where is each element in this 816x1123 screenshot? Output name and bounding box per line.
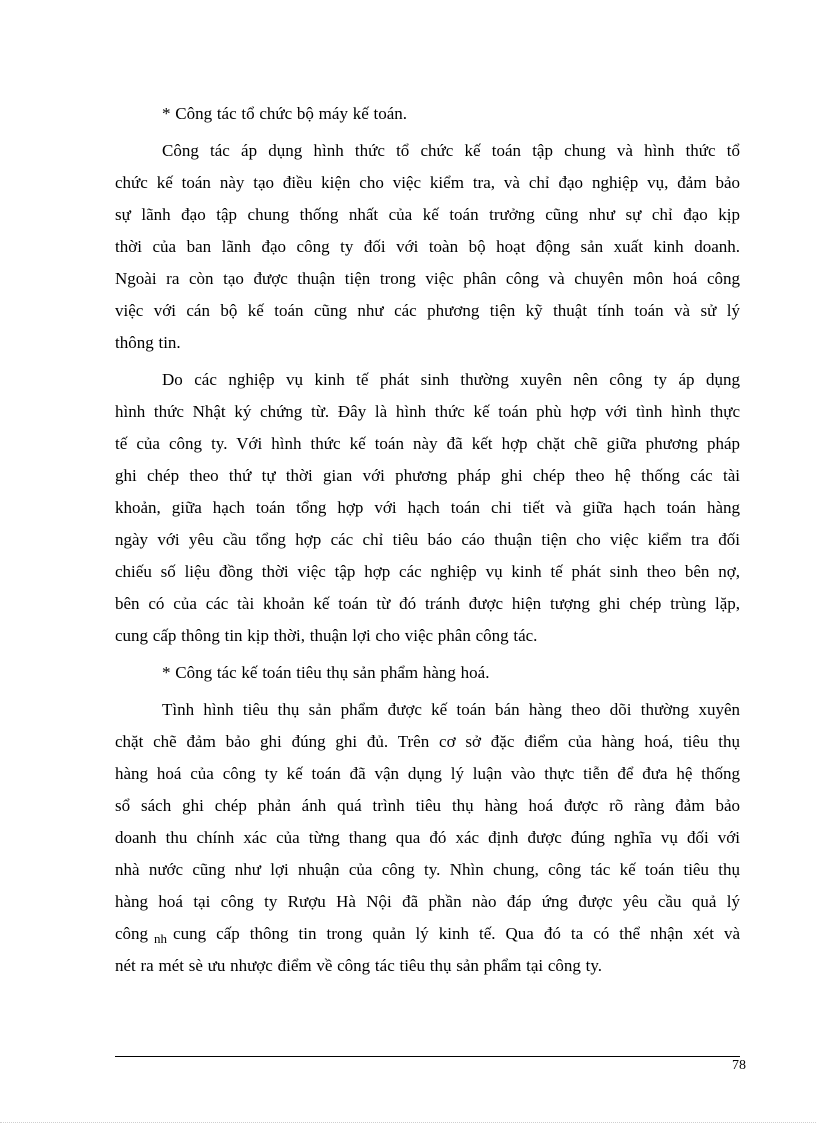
text-line-split [115,918,740,950]
section-heading-sales-accounting: * Công tác kế toán tiêu thụ sản phẩm hàng hoá. [162,663,490,682]
text-line: Do các nghiệp vụ kinh tế phát sinh thường xuyên nên công ty áp dụng [162,370,740,389]
text-line: thông tin. [115,333,181,352]
text-line: chức kế toán này tạo điều kiện cho việc kiểm tra, và chỉ đạo nghiệp vụ, đảm bảo [115,173,740,192]
text-line: chặt chẽ đảm bảo ghi đúng ghi đủ. Trên cơ sở đặc điểm của hàng hoá, tiêu thụ [115,732,740,751]
text-line: bên có của các tài khoản kế toán từ đó tránh được hiện tượng ghi chép trùng lặp, [115,594,740,613]
text-line: hình thức Nhật ký chứng từ. Đây là hình thức kế toán phù hợp với tình hình thực [115,402,740,421]
text-line: việc với cán bộ kế toán cũng như các phương tiện kỹ thuật tính toán và sử lý [115,301,740,320]
paragraph-sales-consumption [115,694,740,982]
text-line: sổ sách ghi chép phản ánh quá trình tiêu thụ hàng hoá được rõ ràng đảm bảo [115,796,740,815]
text-line: nhà nước cũng như lợi nhuận của công ty. Nhìn chung, công tác kế toán tiêu thụ [115,860,740,879]
paragraph-accounting-form [115,135,740,359]
section-heading-bookkeeping-organization: * Công tác tổ chức bộ máy kế toán. [162,104,408,123]
paragraph-journal-voucher [115,364,740,652]
text-line: doanh thu chính xác của từng thang qua đó xác định được đúng nghĩa vụ đối với [115,828,740,847]
page-body [115,98,740,982]
text-fragment: công [115,924,149,943]
text-line: ngày với yêu cầu tổng hợp các chỉ tiêu báo cáo thuận tiện cho việc kiểm tra đối [115,530,740,549]
text-line: Tình hình tiêu thụ sản phẩm được kế toán bán hàng theo dõi thường xuyên [162,700,740,719]
page-number: 78 [732,1058,746,1073]
text-fragment: cung cấp thông tin trong quản lý kinh tế. Qua đó ta có thể nhận xét và [173,924,740,943]
text-line: Ngoài ra còn tạo được thuận tiện trong việc phân công và chuyên môn hoá công [115,269,740,288]
text-line: hàng hoá của công ty kế toán đã vận dụng lý luận vào thực tiễn để đưa hệ thống [115,764,740,783]
footer-divider [115,1056,740,1057]
text-line: hàng hoá tại công ty Rượu Hà Nội đã phần nào đáp ứng được yêu cầu quả lý [115,892,740,911]
text-line: thời của ban lãnh đạo công ty đối với toàn bộ hoạt động sản xuất kinh doanh. [115,237,740,256]
text-line: sự lãnh đạo tập chung thống nhất của kế toán trưởng cũng như sự chỉ đạo kịp [115,205,740,224]
text-line: Công tác áp dụng hình thức tổ chức kế toán tập chung và hình thức tổ [162,141,740,160]
subscript-fragment: nh [154,931,168,946]
text-line: cung cấp thông tin kịp thời, thuận lợi cho việc phân công tác. [115,626,538,645]
text-line: tế của công ty. Với hình thức kế toán này đã kết hợp chặt chẽ giữa phương pháp [115,434,740,453]
text-line: nét ra mét sè ưu nhược điểm về công tác tiêu thụ sản phẩm tại công ty. [115,956,603,975]
text-line: chiếu số liệu đồng thời việc tập hợp các nghiệp vụ kinh tế phát sinh theo bên nợ, [115,562,740,581]
text-line: khoản, giữa hạch toán tổng hợp với hạch toán chi tiết và giữa hạch toán hàng [115,498,740,517]
text-line: ghi chép theo thứ tự thời gian với phương pháp ghi chép theo hệ thống các tài [115,466,740,485]
